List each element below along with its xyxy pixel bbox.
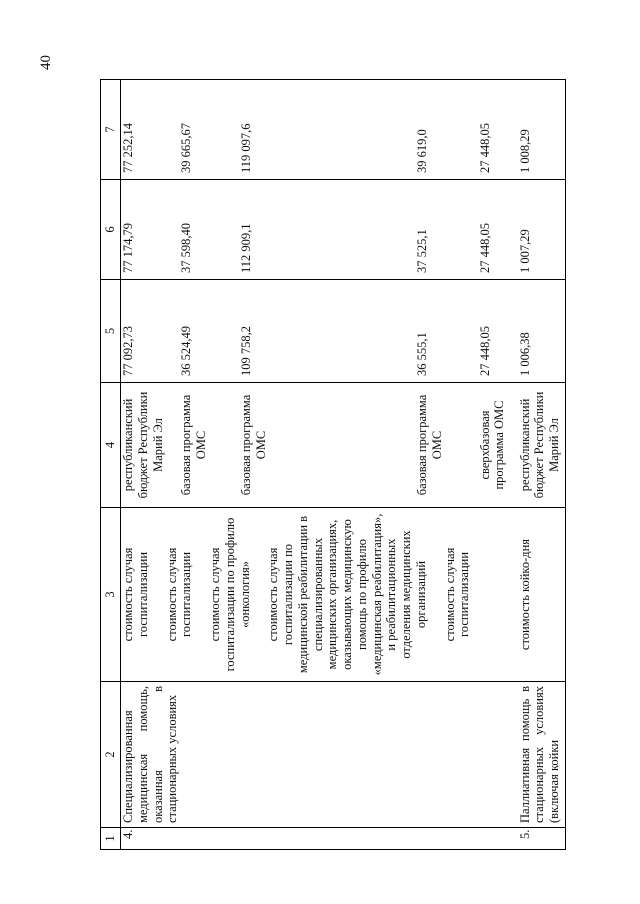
column-number-row bbox=[101, 80, 121, 850]
unit-text: стоимость случая госпитализации bbox=[164, 547, 194, 642]
source-text: базовая программа ОМС bbox=[239, 394, 268, 496]
value: 37 525,1 bbox=[415, 229, 429, 273]
value-cell-7 bbox=[121, 80, 478, 180]
cost-table bbox=[100, 79, 566, 850]
value: 27 448,05 bbox=[478, 180, 518, 280]
column-header: 4 bbox=[101, 383, 121, 508]
value: 39 619,0 bbox=[415, 129, 429, 173]
value: 1 006,38 bbox=[518, 280, 566, 383]
value: 77 252,14 bbox=[121, 123, 135, 173]
value: 1 008,29 bbox=[518, 80, 566, 180]
service-name: Специализированная медицинская помощь, оказанная в стационарных условиях bbox=[121, 682, 478, 828]
value: 27 448,05 bbox=[478, 80, 518, 180]
unit-text: стоимость случая госпитализации bbox=[442, 547, 472, 642]
rotated-table-container bbox=[100, 80, 561, 850]
service-name bbox=[478, 682, 518, 828]
source-cell: сверхбазовая программа ОМС bbox=[478, 383, 518, 508]
source-cell bbox=[121, 383, 478, 508]
table-row bbox=[478, 80, 518, 850]
value-cell-6 bbox=[121, 180, 478, 280]
page-number: 40 bbox=[38, 55, 54, 70]
table-row bbox=[121, 80, 478, 850]
source-text: базовая программа ОМС bbox=[415, 394, 444, 496]
row-number: 5. bbox=[518, 828, 566, 850]
unit-text: стоимость случая госпитализации по медицинской реабилитации в специализированных медицинских организациях, оказывающих медицинскую помощь по профилю «медицинская реабилитация», и реабилитационных отделения медицинских организаций bbox=[266, 513, 428, 676]
value: 112 909,1 bbox=[239, 223, 253, 273]
column-header: 6 bbox=[101, 180, 121, 280]
value-cell-5 bbox=[121, 280, 478, 383]
table-row bbox=[518, 80, 566, 850]
column-header: 3 bbox=[101, 508, 121, 682]
unit-cell bbox=[121, 508, 478, 682]
value: 39 665,67 bbox=[179, 123, 193, 173]
value: 36 524,49 bbox=[179, 326, 193, 376]
value: 77 092,73 bbox=[121, 326, 135, 376]
source-text: республиканский бюджет Республики Марий Эл bbox=[518, 383, 566, 508]
value: 27 448,05 bbox=[478, 280, 518, 383]
row-number bbox=[478, 828, 518, 850]
column-header: 7 bbox=[101, 80, 121, 180]
value: 37 598,40 bbox=[179, 223, 193, 273]
column-header: 5 bbox=[101, 280, 121, 383]
unit-text: стоимость койко-дня bbox=[518, 508, 566, 682]
value: 109 758,2 bbox=[239, 326, 253, 376]
unit-text: стоимость случая госпитализации по профилю «онкология» bbox=[208, 517, 252, 672]
value: 36 555,1 bbox=[415, 332, 429, 376]
unit-text: стоимость случая госпитализации bbox=[121, 547, 150, 642]
value: 77 174,79 bbox=[121, 223, 135, 273]
value: 119 097,6 bbox=[239, 123, 253, 173]
value: 1 007,29 bbox=[518, 180, 566, 280]
column-header: 2 bbox=[101, 682, 121, 828]
column-header: 1 bbox=[101, 828, 121, 850]
row-number: 4. bbox=[121, 828, 478, 850]
source-text: республиканский бюджет Республики Марий Эл bbox=[121, 391, 165, 499]
source-text: базовая программа ОМС bbox=[179, 394, 208, 496]
service-name: Паллиативная помощь в стационарных условиях (включая койки bbox=[518, 682, 566, 828]
unit-cell bbox=[478, 508, 518, 682]
